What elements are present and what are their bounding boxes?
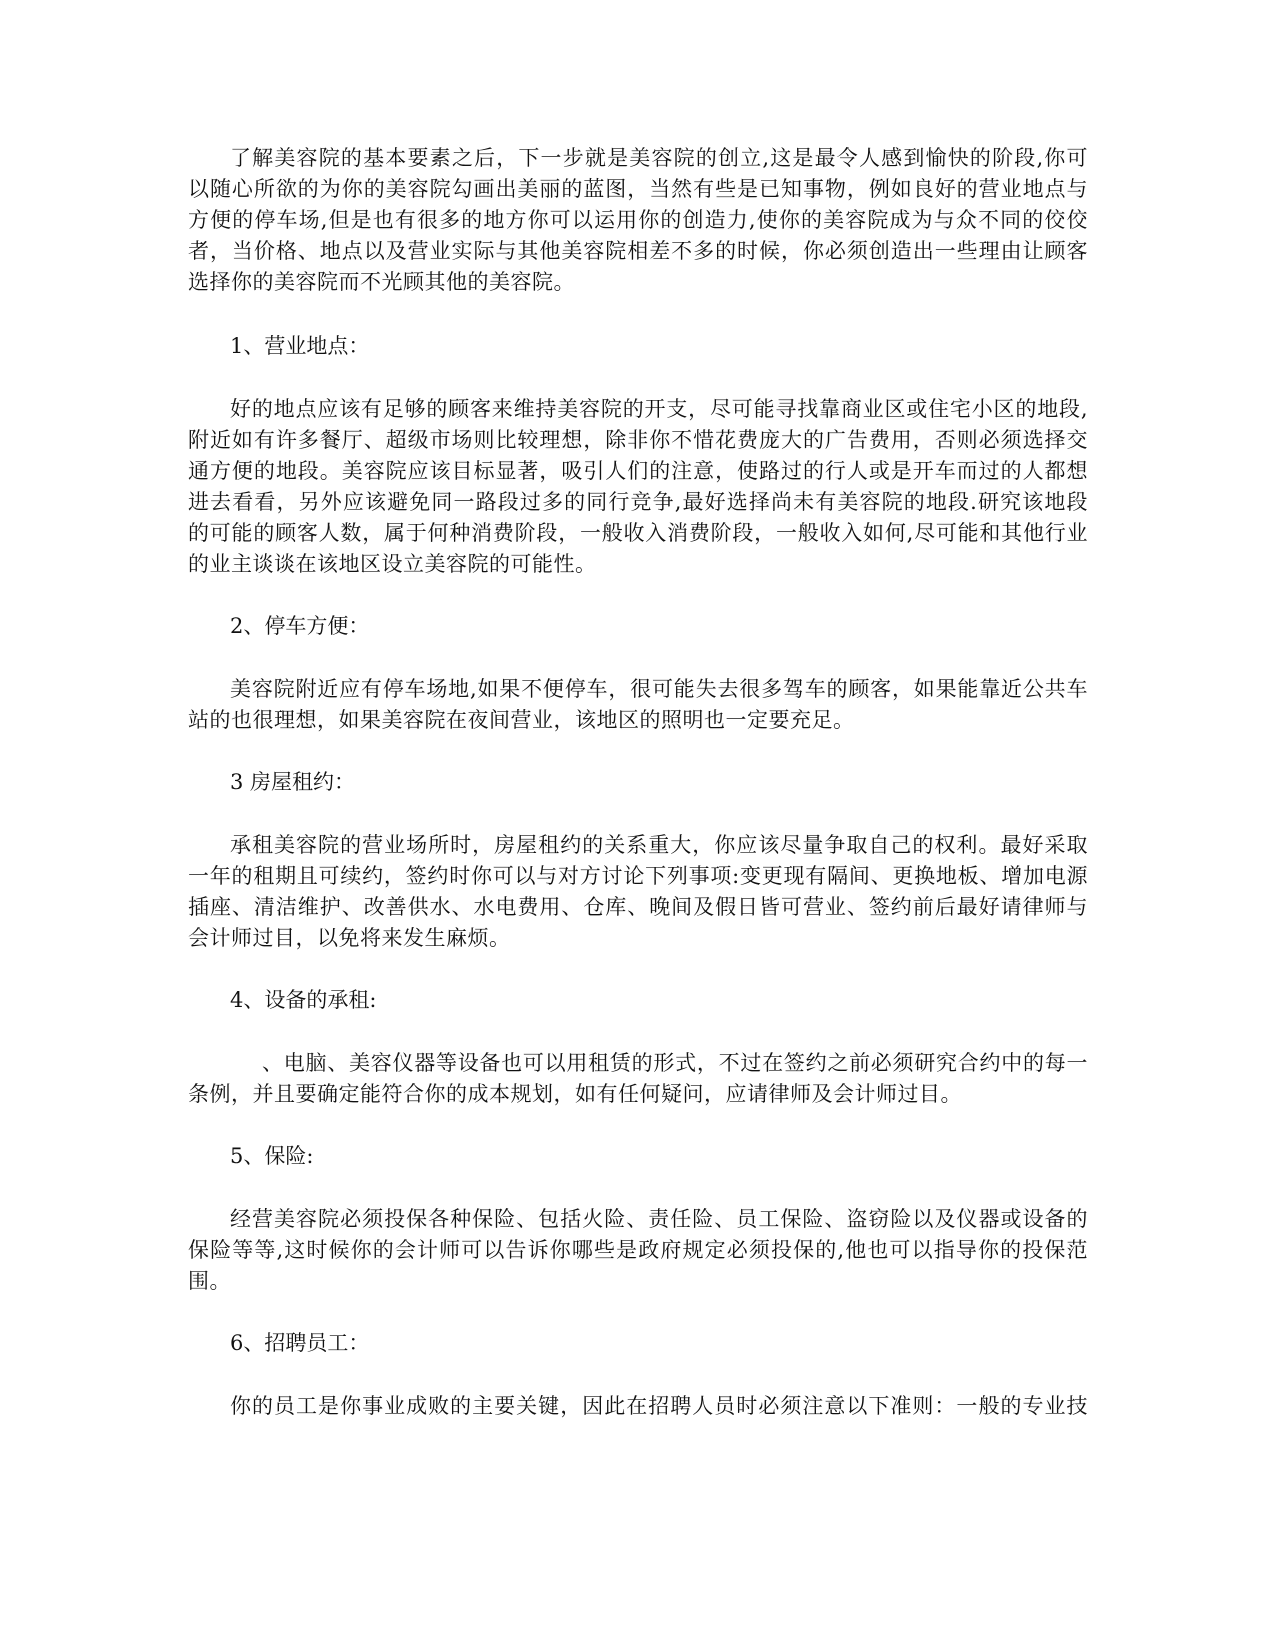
section-heading: 3 房屋租约： [230,770,356,794]
paragraph-line: 站的也很理想，如果美容院在夜间营业，该地区的照明也一定要充足。 [188,708,855,732]
section-heading: 6、招聘员工： [230,1331,370,1355]
section-heading: 2、停车方便： [230,614,370,638]
paragraph-line: 经营美容院必须投保各种保险、包括火险、责任险、员工保险、盗窃险以及仪器或设备的 [230,1207,1088,1231]
paragraph-line: 附近如有许多餐厅、超级市场则比较理想，除非你不惜花费庞大的广告费用，否则必须选择交 [188,428,1088,452]
paragraph-line: 进去看看，另外应该避免同一路段过多的同行竞争,最好选择尚未有美容院的地段.研究该地段 [188,490,1088,514]
paragraph-line: 的业主谈谈在该地区设立美容院的可能性。 [188,552,597,576]
paragraph-line: 选择你的美容院而不光顾其他的美容院。 [188,270,575,294]
paragraph-line: 你的员工是你事业成败的主要关键，因此在招聘人员时必须注意以下准则：一般的专业技 [230,1394,1088,1418]
paragraph-line: 方便的停车场,但是也有很多的地方你可以运用你的创造力,使你的美容院成为与众不同的佼佼 [188,208,1088,232]
paragraph-line: 了解美容院的基本要素之后，下一步就是美容院的创立,这是最令人感到愉快的阶段,你可 [230,146,1088,170]
paragraph-line: 以随心所欲的为你的美容院勾画出美丽的蓝图，当然有些是已知事物，例如良好的营业地点与 [188,177,1088,201]
paragraph-line: 插座、清洁维护、改善供水、水电费用、仓库、晚间及假日皆可营业、签约前后最好请律师与 [188,895,1088,919]
paragraph-line: 的可能的顾客人数，属于何种消费阶段，一般收入消费阶段，一般收入如何,尽可能和其他行业 [188,521,1088,545]
paragraph-line: 保险等等,这时候你的会计师可以告诉你哪些是政府规定必须投保的,他也可以指导你的投保范 [188,1238,1088,1262]
section-heading: 4、设备的承租: [230,988,377,1012]
paragraph-line: 通方便的地段。美容院应该目标显著，吸引人们的注意，使路过的行人或是开车而过的人都想 [188,459,1088,483]
paragraph-line: 者，当价格、地点以及营业实际与其他美容院相差不多的时候，你必须创造出一些理由让顾客 [188,239,1088,263]
paragraph-line: 会计师过目，以免将来发生麻烦。 [188,926,511,950]
paragraph-line: 美容院附近应有停车场地,如果不便停车，很可能失去很多驾车的顾客，如果能靠近公共车 [230,677,1088,701]
paragraph-line: 好的地点应该有足够的顾客来维持美容院的开支，尽可能寻找靠商业区或住宅小区的地段, [230,397,1088,421]
paragraph-line: 一年的租期且可续约，签约时你可以与对方讨论下列事项:变更现有隔间、更换地板、增加电源 [188,864,1088,888]
paragraph-line: 围。 [188,1269,231,1293]
section-heading: 1、营业地点： [230,334,370,358]
paragraph-line: 条例，并且要确定能符合你的成本规划，如有任何疑问，应请律师及会计师过目。 [188,1082,962,1106]
paragraph-line: 、电脑、美容仪器等设备也可以用租赁的形式，不过在签约之前必须研究合约中的每一 [262,1051,1088,1075]
section-heading: 5、保险: [230,1144,314,1168]
paragraph-line: 承租美容院的营业场所时，房屋租约的关系重大，你应该尽量争取自己的权利。最好采取 [230,833,1088,857]
